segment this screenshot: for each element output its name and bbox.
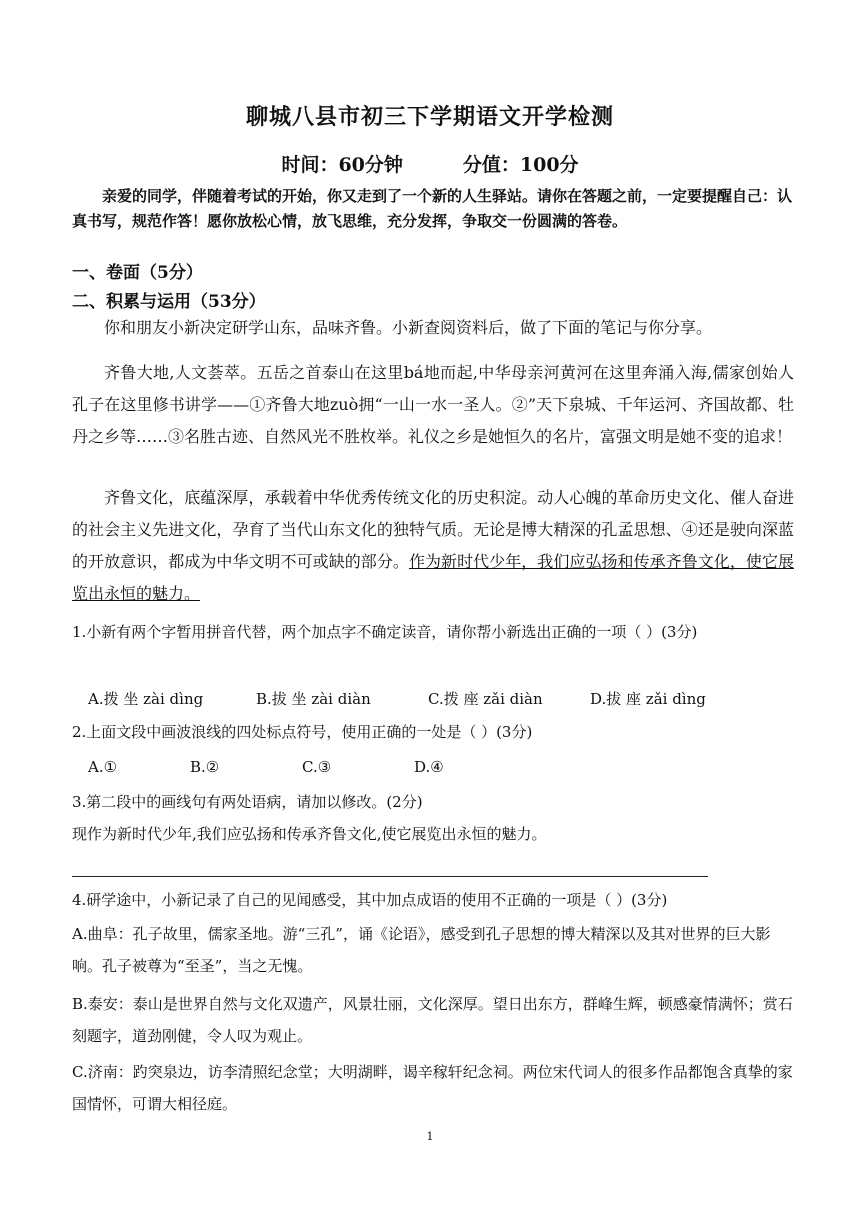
question-4-option-a: A.曲阜：孔子故里，儒家圣地。游“三孔”，诵《论语》，感受到孔子思想的博大精深以及其对世界的巨大影响。孔子被尊为“至圣”，当之无愧。 (72, 925, 771, 975)
question-3-sentence: 现作为新时代少年,我们应弘扬和传承齐鲁文化,使它展览出永恒的魅力。 (72, 825, 547, 843)
section-2-heading: 二、积累与运用（53分） (72, 292, 266, 312)
score-info: 分值：100分 (462, 154, 579, 176)
passage-paragraph-1: 齐鲁大地,人文荟萃。五岳之首泰山在这里bá地而起,中华母亲河黄河在这里奔涌入海,儒家创始人孔子在这里修书讲学——①齐鲁大地zuò拥“一山一水一圣人。②”天下泉城、千年运河、齐国故都、牡丹之乡等……③名胜古迹、自然风光不胜枚举。礼仪之乡是她恒久的名片，富强文明是她不变的追求！ (72, 363, 794, 446)
page-number: 1 (426, 1130, 434, 1143)
question-1-stem: 1.小新有两个字暂用拼音代替，两个加点字不确定读音，请你帮小新选出正确的一项（ ）(3分) (72, 623, 698, 641)
passage-paragraph-2 (72, 482, 794, 610)
passage-intro: 你和朋友小新决定研学山东，品味齐鲁。小新查阅资料后，做了下面的笔记与你分享。 (104, 318, 713, 337)
q2-option-b: B.② (190, 758, 220, 776)
q2-option-d: D.④ (414, 758, 444, 776)
time-info: 时间：60分钟 (281, 154, 403, 176)
q1-option-d: D.拔 座 zǎi dìng (590, 690, 706, 708)
q1-option-b: B.拔 坐 zài diàn (256, 690, 371, 708)
question-2-options (88, 758, 444, 776)
question-3-stem: 3.第二段中的画线句有两处语病，请加以修改。(2分) (72, 793, 423, 811)
question-4-option-c: C.济南：趵突泉边，访李清照纪念堂；大明湖畔，谒辛稼轩纪念祠。两位宋代词人的很多作品都饱含真挚的家国情怀，可谓大相径庭。 (72, 1063, 793, 1113)
page-title: 聊城八县市初三下学期语文开学检测 (245, 104, 614, 130)
intro-text: 亲爱的同学，伴随着考试的开始，你又走到了一个新的人生驿站。请你在答题之前，一定要提醒自己：认真书写，规范作答！愿你放松心情，放飞思维，充分发挥，争取交一份圆满的答卷。 (72, 187, 793, 230)
exam-info (0, 150, 860, 177)
question-2-stem: 2.上面文段中画波浪线的四处标点符号，使用正确的一处是（ ）(3分) (72, 723, 533, 741)
underlined-sentence: 作为新时代少年，我们应弘扬和传承齐鲁文化，使它展览出永恒的魅力。 (72, 552, 794, 603)
q2-option-a: A.① (88, 758, 118, 776)
passage-paragraph-2-text: 齐鲁文化，底蕴深厚，承载着中华优秀传统文化的历史积淀。动人心魄的革命历史文化、催人奋进的社会主义先进文化，孕育了当代山东文化的独特气质。无论是博大精深的孔孟思想、④还是驶向深蓝的开放意识，都成为中华文明不可或缺的部分。 (72, 488, 794, 571)
q1-option-c: C.拨 座 zǎi diàn (428, 690, 543, 708)
q2-option-c: C.③ (302, 758, 332, 776)
q1-option-a: A.拨 坐 zài dìng (88, 690, 204, 708)
section-1-heading: 一、卷面（5分） (72, 263, 203, 283)
question-4-option-b: B.泰安：泰山是世界自然与文化双遗产，风景壮丽，文化深厚。望日出东方，群峰生辉，顿感豪情满怀；赏石刻题字，道劲刚健，令人叹为观止。 (72, 995, 793, 1045)
answer-line (72, 876, 708, 877)
question-1-options (88, 688, 706, 709)
question-4-stem: 4.研学途中，小新记录了自己的见闻感受，其中加点成语的使用不正确的一项是（ ）(3分) (72, 891, 668, 909)
